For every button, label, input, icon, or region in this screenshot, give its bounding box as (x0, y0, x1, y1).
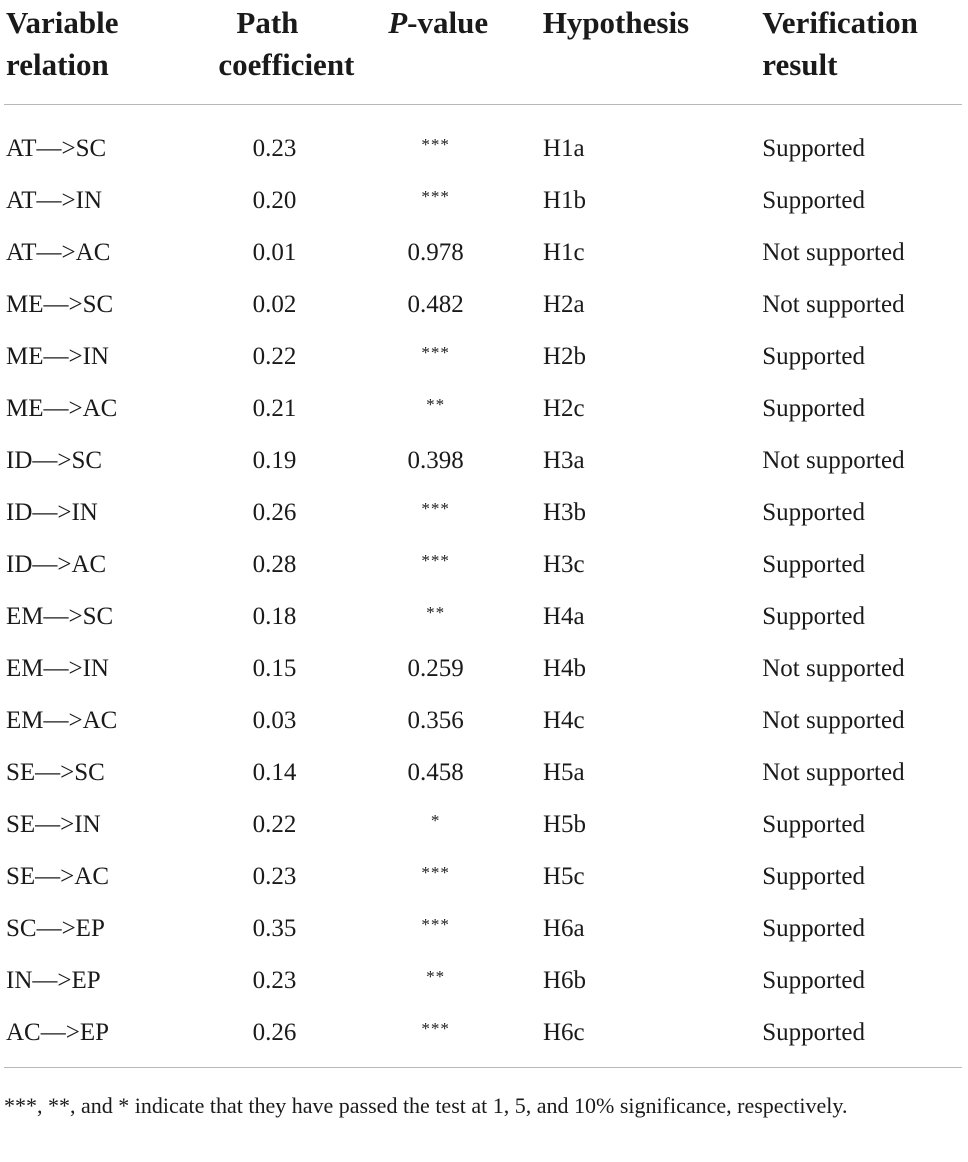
cell-variable-relation: EM—>IN (6, 655, 109, 682)
cell-verification-result: Not supported (762, 759, 905, 786)
significance-stars: ** (426, 395, 446, 414)
cell-path-coefficient: 0.01 (252, 239, 297, 266)
significance-stars: *** (421, 915, 450, 934)
cell-path-coefficient: 0.20 (252, 187, 297, 214)
cell-verification-result: Supported (762, 967, 865, 994)
table-row (4, 851, 966, 903)
table-row (4, 695, 966, 747)
table-row (4, 643, 966, 695)
cell-path-coefficient: 0.22 (252, 343, 297, 370)
header-p-italic: P (388, 5, 408, 40)
cell-path-coefficient: 0.23 (252, 135, 297, 162)
cell-path-coefficient: 0.15 (252, 655, 297, 682)
table-body (4, 123, 966, 1059)
hypothesis-results-table (4, 0, 966, 90)
table-row (4, 227, 966, 279)
cell-hypothesis: H5b (542, 811, 587, 838)
significance-stars: *** (421, 135, 450, 154)
cell-verification-result: Supported (762, 499, 865, 526)
table-row (4, 955, 966, 1007)
cell-p-value (388, 903, 543, 955)
header-coef-line2: coefficient (218, 47, 355, 82)
header-hypothesis-label: Hypothesis (542, 5, 690, 40)
cell-verification-result: Supported (762, 1019, 865, 1046)
cell-variable-relation: AT—>SC (6, 135, 107, 162)
cell-hypothesis: H4c (542, 707, 585, 734)
cell-path-coefficient: 0.28 (252, 551, 297, 578)
cell-variable-relation: ME—>SC (6, 291, 114, 318)
cell-path-coefficient: 0.35 (252, 915, 297, 942)
table-row (4, 123, 966, 175)
table-row (4, 747, 966, 799)
cell-p-value (388, 1007, 543, 1059)
cell-verification-result: Supported (762, 603, 865, 630)
significance-stars: * (430, 811, 441, 830)
cell-verification-result: Not supported (762, 291, 905, 318)
significance-stars: *** (421, 863, 450, 882)
header-p-value (388, 0, 543, 90)
cell-hypothesis: H1a (542, 135, 585, 162)
cell-variable-relation: EM—>SC (6, 603, 114, 630)
significance-stars: ** (426, 967, 446, 986)
header-row (4, 0, 966, 90)
header-coef-line1: Path (236, 5, 299, 40)
cell-variable-relation: AC—>EP (6, 1019, 110, 1046)
cell-variable-relation: ID—>AC (6, 551, 107, 578)
cell-hypothesis: H3a (542, 447, 585, 474)
cell-hypothesis: H3b (542, 499, 587, 526)
cell-hypothesis: H2b (542, 343, 587, 370)
header-relation-line2: relation (6, 47, 109, 82)
cell-hypothesis: H6c (542, 1019, 585, 1046)
cell-verification-result: Not supported (762, 239, 905, 266)
table-footnote: ***, **, and * indicate that they have passed the test at 1, 5, and 10% significance, respectively. (4, 1093, 848, 1118)
cell-variable-relation: IN—>EP (6, 967, 101, 994)
header-hypothesis (543, 0, 763, 90)
cell-path-coefficient: 0.26 (252, 499, 297, 526)
table-row (4, 435, 966, 487)
cell-path-coefficient: 0.14 (252, 759, 297, 786)
header-verification-result (762, 0, 966, 90)
cell-hypothesis: H2a (542, 291, 585, 318)
cell-path-coefficient: 0.21 (252, 395, 297, 422)
header-result-line1: Verification (762, 5, 918, 40)
cell-hypothesis: H4a (542, 603, 585, 630)
cell-variable-relation: AT—>AC (6, 239, 111, 266)
cell-path-coefficient: 0.19 (252, 447, 297, 474)
cell-path-coefficient: 0.23 (252, 863, 297, 890)
cell-verification-result: Not supported (762, 655, 905, 682)
cell-variable-relation: SE—>SC (6, 759, 105, 786)
cell-p-value (388, 175, 543, 227)
header-result-line2: result (762, 47, 838, 82)
significance-stars: *** (421, 1019, 450, 1038)
table-row (4, 331, 966, 383)
table-row (4, 383, 966, 435)
cell-p-value (388, 487, 543, 539)
cell-verification-result: Supported (762, 395, 865, 422)
cell-hypothesis: H6a (542, 915, 585, 942)
cell-p-value (388, 955, 543, 1007)
header-variable-relation (4, 0, 218, 90)
cell-verification-result: Supported (762, 187, 865, 214)
cell-verification-result: Not supported (762, 707, 905, 734)
cell-path-coefficient: 0.02 (252, 291, 297, 318)
results-table-body (4, 123, 966, 1059)
header-divider (4, 104, 962, 105)
cell-verification-result: Supported (762, 343, 865, 370)
cell-variable-relation: EM—>AC (6, 707, 118, 734)
cell-hypothesis: H4b (542, 655, 587, 682)
table-row (4, 1007, 966, 1059)
cell-path-coefficient: 0.23 (252, 967, 297, 994)
cell-p-value: 0.458 (407, 759, 464, 786)
footer-divider (4, 1067, 962, 1068)
significance-stars: *** (421, 187, 450, 206)
significance-stars: *** (421, 343, 450, 362)
cell-hypothesis: H5c (542, 863, 585, 890)
cell-p-value (388, 123, 543, 175)
header-relation-line1: Variable (6, 5, 119, 40)
cell-verification-result: Supported (762, 551, 865, 578)
cell-hypothesis: H5a (542, 759, 585, 786)
cell-verification-result: Supported (762, 863, 865, 890)
significance-stars: *** (421, 499, 450, 518)
cell-verification-result: Supported (762, 135, 865, 162)
cell-p-value: 0.398 (407, 447, 464, 474)
cell-p-value (388, 383, 543, 435)
cell-verification-result: Supported (762, 811, 865, 838)
cell-variable-relation: AT—>IN (6, 187, 103, 214)
table-row (4, 487, 966, 539)
cell-path-coefficient: 0.18 (252, 603, 297, 630)
cell-variable-relation: SE—>IN (6, 811, 101, 838)
cell-variable-relation: ME—>AC (6, 395, 118, 422)
cell-variable-relation: ME—>IN (6, 343, 109, 370)
significance-stars: *** (421, 551, 450, 570)
cell-p-value (388, 591, 543, 643)
table-row (4, 175, 966, 227)
cell-verification-result: Not supported (762, 447, 905, 474)
cell-path-coefficient: 0.03 (252, 707, 297, 734)
cell-hypothesis: H1b (542, 187, 587, 214)
cell-p-value (388, 851, 543, 903)
cell-p-value: 0.482 (407, 291, 464, 318)
cell-hypothesis: H3c (542, 551, 585, 578)
cell-p-value: 0.978 (407, 239, 464, 266)
cell-hypothesis: H1c (542, 239, 585, 266)
cell-p-value: 0.259 (407, 655, 464, 682)
cell-p-value (388, 539, 543, 591)
cell-p-value (388, 799, 543, 851)
cell-variable-relation: ID—>SC (6, 447, 103, 474)
cell-hypothesis: H6b (542, 967, 587, 994)
table-row (4, 799, 966, 851)
table-header (4, 0, 966, 90)
cell-path-coefficient: 0.22 (252, 811, 297, 838)
header-path-coefficient (218, 0, 388, 90)
cell-variable-relation: SC—>EP (6, 915, 105, 942)
cell-p-value: 0.356 (407, 707, 464, 734)
cell-variable-relation: SE—>AC (6, 863, 110, 890)
cell-verification-result: Supported (762, 915, 865, 942)
cell-path-coefficient: 0.26 (252, 1019, 297, 1046)
significance-stars: ** (426, 603, 446, 622)
cell-p-value (388, 331, 543, 383)
header-p-rest: -value (407, 5, 489, 40)
table-row (4, 903, 966, 955)
cell-hypothesis: H2c (542, 395, 585, 422)
table-row (4, 591, 966, 643)
table-row (4, 539, 966, 591)
table-row (4, 279, 966, 331)
cell-variable-relation: ID—>IN (6, 499, 98, 526)
